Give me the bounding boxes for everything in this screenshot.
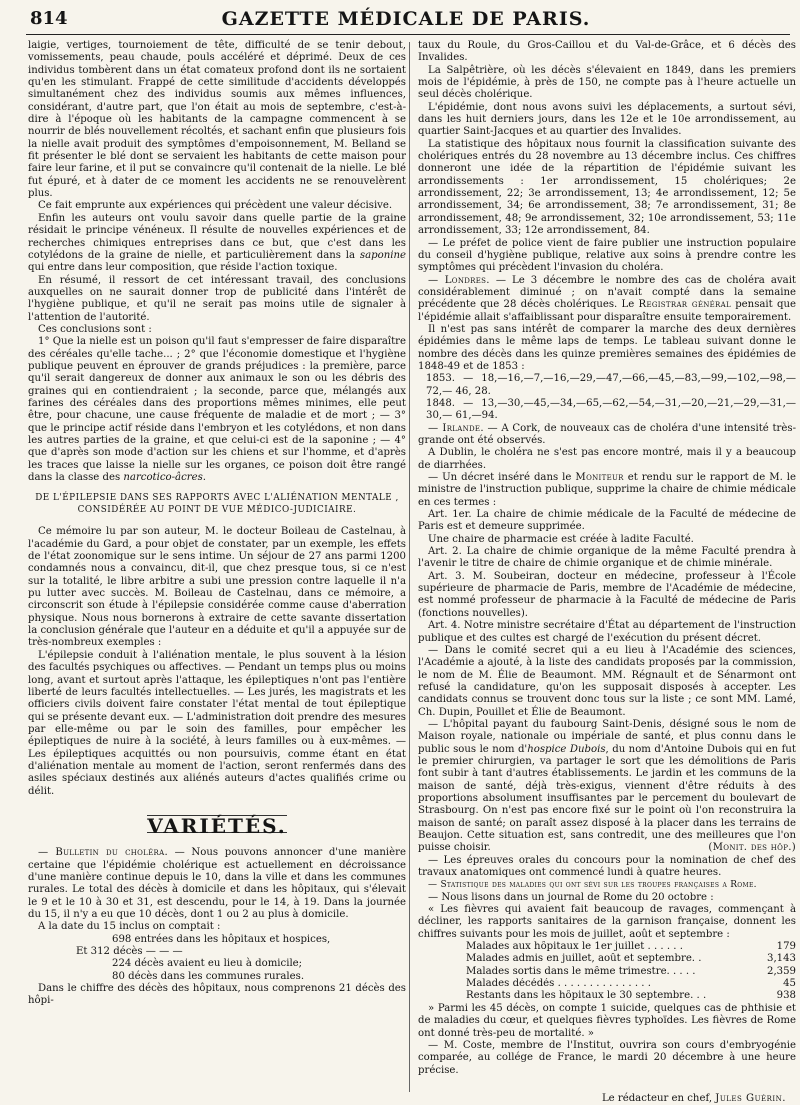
paragraph: — Irlande. — A Cork, de nouveaux cas de choléra d'une intensité très-grande ont été observés. bbox=[418, 422, 796, 446]
table-row: Malades sortis dans le même trimestre. . . . . 2,359 bbox=[466, 965, 796, 977]
paragraph: A Dublin, le choléra ne s'est pas encore montré, mais il y a beaucoup de diarrhées. bbox=[418, 447, 796, 471]
paragraph: L'épilepsie conduit à l'aliénation mentale, le plus souvent à la lésion des facultés psychiques ou affectives. — Pendant un temps plus ou moins long, avant et surtout après l'attaque, les épileptiques n'ont pas l'entière liberté de leurs facultés intellectuelles. — Les jurés, les magistrats et les officiers civils doivent faire constater l'état mental de tout épileptique qui se présente devant eux. — L'administration doit prendre des mesures par elle-même ou par le soin des familles, pour empêcher les épileptiques de nuire à la société, à leurs familles ou à eux-mêmes. — Les épileptiques acquittés ou non poursuivis, comme étant en état d'aliénation mentale au moment de l'action, seront renfermés dans des asiles spéciaux destinés aux aliénés auteurs d'actes qualifiés crime ou délit. bbox=[28, 649, 406, 797]
paragraph: — Un décret inséré dans le Moniteur et rendu sur le rapport de M. le ministre de l'instruction publique, supprime la chaire de chimie médicale en ces termes : bbox=[418, 472, 797, 508]
paragraph: La Salpêtrière, où les décès s'élevaient en 1849, dans les premiers mois de l'épidémie, à près de 150, ne compte pas à l'heure actuelle un seul décès cholérique. bbox=[418, 64, 796, 101]
paragraph: — Nous lisons dans un journal de Rome du 20 octobre : bbox=[428, 891, 714, 903]
paragraph: A la date du 15 inclus on comptait : bbox=[38, 921, 221, 933]
list-item: Et 312 décès — — — bbox=[76, 946, 183, 958]
editor-signature: Le rédacteur en chef, Jules Guérin. bbox=[601, 1092, 786, 1104]
paragraph: — Dans le comité secret qui a eu lieu à l'Académie des sciences, l'Académie a ajouté, à la liste des candidats proposés par la commission, le nom de M. Élie de Beaumont. MM. Régnault et de Sénarmont ont refusé la candidature, qu'on les supposait disposés à accepter. Les candidats connus se trouvent donc tous sur la liste ; ce sont MM. Lamé, Ch. Dupin, Pouillet et Élie de Beaumont. bbox=[418, 644, 796, 718]
paragraph: — Les épreuves orales du concours pour la nomination de chef des travaux anatomiques ont commencé lundi à quatre heures. bbox=[418, 854, 796, 879]
paragraph: — Le préfet de police vient de faire publier une instruction populaire du conseil d'hygiène publique, relative aux soins à prendre contre les symptômes qui précèdent l'invasion du choléra. bbox=[418, 237, 796, 274]
paragraph: — M. Coste, membre de l'Institut, ouvrira son cours d'embryogénie comparée, au collége de France, le mardi 20 décembre à une heure précise. bbox=[418, 1039, 796, 1076]
paragraph: — Londres. — Le 3 décembre le nombre des cas de choléra avait considérablement diminué ; on n'avait compté dans la semaine précédente que 28 décès cholériques. Le Registrar général pensait que l'épidémie allait s'affaiblissant pour disparaître ensuite temporairement. bbox=[418, 274, 796, 323]
paragraph: Dans le chiffre des décès des hôpitaux, nous comprenons 21 décès des hôpi- bbox=[28, 983, 406, 1007]
header-rule bbox=[26, 34, 790, 35]
paragraph: laigie, vertiges, tournoiement de tête, difficulté de se tenir debout, vomissements, peau chaude, pouls accéléré et déprimé. Deux de ces individus tombèrent dans un état comateux profond dont ils ne sortaient qu'en les stimulant. Frappé de cette similitude d'accidents développés simultanément chez des individus soumis aux mêmes influences, considérant, d'autre part, que l'on était au mois de septembre, c'est-à-dire à l'époque où les habitants de la campagne commencent à se nourrir de blés nouvellement récoltés, et sachant enfin que plusieurs fois la nielle avait produit des symptômes d'empoisonnement, M. Belland se fit présenter le blé dont se servaient les habitants de cette maison pour faire leur farine, et il put se convaincre qu'il contenait de la nielle. Le blé fut épuré, et à dater de ce moment les accidents ne se renouvelèrent plus. bbox=[28, 40, 406, 200]
table-row: Restants dans les hôpitaux le 30 septembre. . . 938 bbox=[466, 990, 796, 1002]
list-item: 698 entrées dans les hôpitaux et hospices, bbox=[112, 933, 331, 945]
article: Art. 1er. La chaire de chimie médicale de la Faculté de médecine de Paris est et demeure supprimée. bbox=[418, 509, 796, 533]
table-row: Malades décédés . . . . . . . . . . . . . . . 45 bbox=[466, 978, 796, 990]
paragraph: « Les fièvres qui avaient fait beaucoup de ravages, commençant à décliner, les rapports sanitaires de la garnison française, donnent les chiffres suivants pour les mois de juillet, août et septembre : bbox=[418, 904, 796, 940]
paragraph: La statistique des hôpitaux nous fournit la classification suivante des cholériques entrés du 28 novembre au 13 décembre inclus. Ces chiffres donneront une idée de la répartition de l'épidémie suivant les arrondissements : 1er arrondissement, 15 cholériques; 2e arrondissement, 22; 3e arrondissement, 13; 4e arrondissement, 12; 5e arrondissement, 34; 6e arrondissement, 38; 7e arrondissement, 31; 8e arrondissement, 48; 9e arrondissement, 32; 10e arrondissement, 53; 11e arrondissement, 33; 12e arrondissement, 84. bbox=[418, 138, 796, 237]
statistics-table bbox=[418, 941, 796, 1003]
page-header bbox=[26, 8, 786, 30]
paragraph: L'épidémie, dont nous avons suivi les déplacements, a surtout sévi, dans les huit derniers jours, dans les 12e et le 10e arrondissement, au quartier Saint-Jacques et au quartier des Invalides. bbox=[418, 101, 796, 138]
section-title: — Statistique des maladies qui ont sévi sur les troupes françaises a Rome. bbox=[428, 880, 757, 891]
list-item: 80 décès dans les communes rurales. bbox=[112, 970, 305, 982]
left-column bbox=[28, 40, 406, 1008]
paragraph: — L'hôpital payant du faubourg Saint-Denis, désigné sous le nom de Maison royale, nationale ou impériale de santé, et plus connu dans le public sous le nom d'hospice Dubois, du nom d'Antoine Dubois qui en fut le premier chirurgien, va partager le sort que les démolitions de Paris font subir à tant d'autres établissements. Le jardin et les communs de la maison de santé, déjà très-exigus, viennent d'être réduits à des proportions absolument insuffisantes par le percement du boulevart de Strasbourg. On n'est pas encore fixé sur le point où l'on reconstruira la maison de santé; on paraît assez disposé à la placer dans les terrains de Beaujon. Cette situation est, sans contredit, une des meilleures que l'on puisse choisir. (Monit. des hôp.) bbox=[418, 718, 796, 854]
paragraph: Enfin les auteurs ont voulu savoir dans quelle partie de la graine résidait le principe vénéneux. Il résulte de nouvelles expériences et de recherches chimiques entreprises dans ce but, que c'est dans les cotylédons de la graine de nielle, et particulièrement dans la saponine qui entre dans leur composition, que réside l'action toxique. bbox=[28, 212, 406, 274]
article: Art. 4. Notre ministre secrétaire d'État au département de l'instruction publique et des cultes est chargé de l'exécution du présent décret. bbox=[418, 620, 796, 644]
paragraph: Ce mémoire lu par son auteur, M. le docteur Boileau de Castelnau, à l'académie du Gard, a pour objet de constater, par un exemple, les effets de l'état zoonomique sur le sens intime. Un séjour de 27 ans parmi 1200 condamnés nous a convaincu, dit-il, que chez presque tous, si ce n'est sur la totalité, le libre arbitre a subi une pression contre laquelle il n'a pu lutter avec succès. M. Boileau de Castelnau, dans ce mémoire, a circonscrit son étude à l'épilepsie considérée comme cause d'aberration physique. Nous nous bornerons à extraire de cette savante dissertation la conclusion générale que l'auteur en a déduite et qu'il a appuyée sur de très-nombreux exemples : bbox=[28, 526, 406, 649]
list-item: 224 décès avaient eu lieu à domicile; bbox=[112, 958, 303, 970]
journal-title: GAZETTE MÉDICALE DE PARIS. bbox=[221, 8, 591, 30]
article: Art. 3. M. Soubeiran, docteur en médecine, professeur à l'École supérieure de pharmacie de Paris, membre de l'Académie de médecine, est nommé professeur de pharmacie à la Faculté de médecine de Paris (fonctions nouvelles). bbox=[418, 570, 796, 619]
article: Art. 2. La chaire de chimie organique de la même Faculté prendra à l'avenir le titre de chaire de chimie organique et de chimie minérale. bbox=[418, 546, 796, 570]
article: Une chaire de pharmacie est créée à ladite Faculté. bbox=[428, 533, 694, 545]
paragraph: — Bulletin du choléra. — Nous pouvons annoncer d'une manière certaine que l'épidémie cholérique est actuellement en décroissance d'une manière continue depuis le 10, dans la ville et dans les communes rurales. Le total des décès à domicile et dans les hôpitaux, qui s'élevait le 9 et le 10 à 30 et 31, est descendu, pour le 14, à 19. Dans la journée du 15, il n'y a eu que 10 décès, dont 1 ou 2 au plus à domicile. bbox=[28, 847, 406, 920]
paragraph: » Parmi les 45 décès, on compte 1 suicide, quelques cas de phthisie et de maladies du cœur, et quelques fièvres typhoïdes. Les fièvres de Rome ont donné très-peu de mortalité. » bbox=[418, 1002, 796, 1039]
right-column bbox=[418, 40, 796, 1105]
page-number: 814 bbox=[30, 8, 68, 29]
table-row: Malades admis en juillet, août et septembre. . 3,143 bbox=[466, 953, 796, 965]
paragraph: 1° Que la nielle est un poison qu'il faut s'empresser de faire disparaître des céréales qu'elle tache... ; 2° que l'économie domestique et l'hygiène publique peuvent en éprouver de grands préjudices : la première, parce qu'il serait dangereux de donner aux animaux le son ou les débris des graines qui en contiendraient ; la seconde, parce que, mélangés aux farines des céréales dans des proportions mêmes minimes, elle peut être, pour chacune, une cause fréquente de maladie et de mort ; — 3° que le principe actif réside dans l'embryon et les cotylédons, et non dans les autres parties de la graine, et que celui-ci est de la saponine ; — 4° que d'après son mode d'action sur les chiens et sur l'homme, et d'après les traces que laisse la nielle sur les organes, ce poison doit être rangé dans la classe des narcotico-âcres. bbox=[28, 336, 406, 484]
varietes-heading: VARIÉTÉS. bbox=[147, 813, 287, 838]
stats-1853: 1853. — 18,—16,—7,—16,—29,—47,—66,—45,—83,—99,—102,—98,—72,— 46, 28. bbox=[426, 373, 796, 397]
table-row: Malades aux hôpitaux le 1er juillet . . . . . . 179 bbox=[466, 941, 796, 953]
paragraph: Ces conclusions sont : bbox=[38, 323, 152, 335]
column-divider bbox=[409, 42, 410, 1092]
paragraph: Ce fait emprunte aux expériences qui précèdent une valeur décisive. bbox=[38, 200, 393, 212]
paragraph: taux du Roule, du Gros-Caillou et du Val-de-Grâce, et 6 décès des Invalides. bbox=[418, 40, 796, 64]
paragraph: En résumé, il ressort de cet intéressant travail, des conclusions auxquelles on ne saurait donner trop de publicité dans l'intérêt de l'hygiène publique, et qu'il ne serait pas moins utile de signaler à l'attention de l'autorité. bbox=[28, 274, 406, 323]
stats-1848: 1848. — 13,—30,—45,—34,—65,—62,—54,—31,—20,—21,—29,—31,—30,— 61,—94. bbox=[426, 397, 796, 422]
section-title: DE L'ÉPILEPSIE DANS SES RAPPORTS AVEC L'ALIÉNATION MENTALE , CONSIDÉRÉE AU POINT DE VUE MÉDICO-JUDICIAIRE. bbox=[35, 493, 399, 516]
paragraph: Il n'est pas sans intérêt de comparer la marche des deux dernières épidémies dans le même laps de temps. Le tableau suivant donne le nombre des décès dans les quinze premières semaines des épidémies de 1848-49 et de 1853 : bbox=[418, 323, 796, 372]
